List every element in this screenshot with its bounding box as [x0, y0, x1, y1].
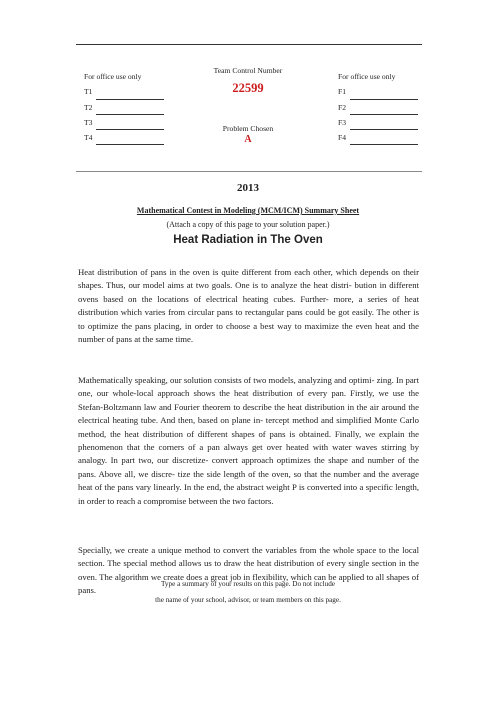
office-field-label: T1: [84, 87, 93, 97]
team-control-number-label: Team Control Number: [213, 66, 283, 75]
office-field-t1: [84, 84, 164, 99]
office-field-f2: [338, 100, 418, 115]
office-field-blank: [96, 105, 164, 115]
problem-chosen-label: Problem Chosen: [222, 124, 274, 133]
summary-paragraph-2: Mathematically speaking, our solution consists of two models, analyzing and optimi- zing. In part one, our whole-local approach shows the heat distribution of every pan. Firstly, we use the Stefan-Boltzmann law and Fourier theorem to describe the heat distribution in the air around the electrical heating tube. And then, based on plane in- tercept method and simplified Monte Carlo method, the heat distribution of different shapes of pans is obtained. Finally, we explain the phenomenon that the corners of a pan always get over heated with water waves stirring by analogy. In part two, our discretize- convert approach optimizes the shape and number of the pans. Above all, we discre- tize the side length of the oven, so that the number and the average heat of the pans vary linearly. In the end, the abstract weight P is converted into a specific length, in order to reach a compromise between the two factors.: [78, 375, 419, 506]
top-rule: [76, 44, 422, 45]
office-field-blank: [350, 120, 418, 130]
office-field-label: F3: [338, 117, 347, 127]
office-use-left: [84, 69, 164, 145]
contest-name: Mathematical Contest in Modeling (MCM/ICM) Summary Sheet: [136, 206, 360, 215]
problem-chosen-value: A: [244, 134, 252, 145]
office-field-label: T3: [84, 117, 93, 127]
summary-paragraph-1: Heat distribution of pans in the oven is quite different from each other, which depends on their shapes. Thus, our model aims at two goals. One is to analyze the heat distri- bution in different ovens based on the locations of electrical heating cubes. Further- more, a series of heat distribution which varies from circular pans to rectangular pans could be got easily. The other is to optimize the pans placing, in order to choose a best way to maximize the even heat and the number of pans at the same time.: [78, 267, 419, 345]
office-field-label: F4: [338, 133, 347, 143]
office-field-blank: [350, 105, 418, 115]
year-heading: 2013: [237, 182, 259, 194]
office-field-f3: [338, 115, 418, 130]
office-field-label: F2: [338, 102, 347, 112]
office-field-blank: [96, 135, 164, 145]
office-field-blank: [96, 120, 164, 130]
footer-note-line-1: Type a summary of your results on this page. Do not include: [161, 580, 335, 588]
summary-paragraph-3: Specially, we create a unique method to convert the variables from the whole space to the local section. The special method allows us to draw the heat distribution of every single section in the oven. The algorithm we create does a great job in flexibility, which can be applied to all shapes of pans.: [78, 545, 419, 596]
attach-note: (Attach a copy of this page to your solution paper.): [166, 220, 330, 229]
office-field-label: F1: [338, 87, 347, 97]
office-field-label: T2: [84, 102, 93, 112]
footer-note-line-2: the name of your school, advisor, or team members on this page.: [155, 596, 341, 604]
paper-title: Heat Radiation in The Oven: [173, 234, 323, 246]
office-field-blank: [350, 135, 418, 145]
office-field-t2: [84, 100, 164, 115]
office-field-f1: [338, 84, 418, 99]
office-field-t3: [84, 115, 164, 130]
team-control-number-value: 22599: [232, 81, 264, 95]
office-use-right-header: For office use only: [338, 72, 396, 81]
office-use-left-header: For office use only: [84, 72, 142, 81]
office-field-f4: [338, 130, 418, 145]
office-use-right: [338, 69, 418, 145]
section-divider: [76, 171, 422, 172]
office-field-label: T4: [84, 133, 93, 143]
office-field-t4: [84, 130, 164, 145]
office-field-blank: [96, 90, 164, 100]
office-field-blank: [350, 90, 418, 100]
